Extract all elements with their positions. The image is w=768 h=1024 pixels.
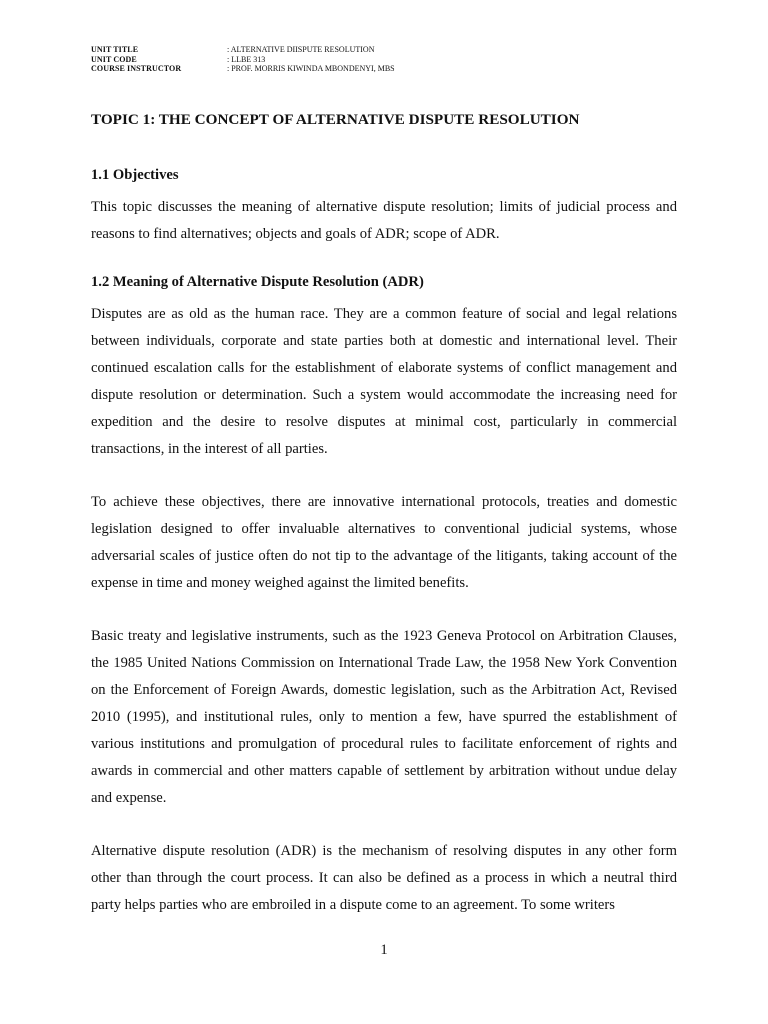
document-header [91,45,395,74]
header-row-course-instructor [91,64,395,74]
objectives-paragraph: This topic discusses the meaning of alternative dispute resolution; limits of judicial process and reasons to find alternatives; objects and goals of ADR; scope of ADR. [91,199,677,242]
meaning-paragraph: Disputes are as old as the human race. They are a common feature of social and legal relations between individuals, corporate and state parties both at domestic and international level. Their continued escalation calls for the establishment of elaborate systems of conflict management and dispute resolution or determination. Such a system would accommodate the increasing need for expedition and the desire to resolve disputes at minimal cost, particularly in commercial transactions, in the interest of all parties. [91,306,677,457]
header-value: : LLBE 313 [227,54,266,64]
topic-title: TOPIC 1: THE CONCEPT OF ALTERNATIVE DISPUTE RESOLUTION [91,111,580,128]
meaning-paragraph: To achieve these objectives, there are innovative international protocols, treaties and domestic legislation designed to offer invaluable alternatives to conventional judicial systems, whose adversarial scales of justice often do not tip to the advantage of the litigants, taking account of the expense in time and money weighed against the limited benefits. [91,494,677,591]
header-row-unit-code [91,55,395,65]
document-body [91,110,677,919]
header-value: : PROF. MORRIS KIWINDA MBONDENYI, MBS [227,64,395,73]
meaning-paragraph: Alternative dispute resolution (ADR) is the mechanism of resolving disputes in any other form other than through the court process. It can also be defined as a process in which a neutral third party helps parties who are embroiled in a dispute come to an agreement. To some writers [91,843,677,913]
header-row-unit-title [91,45,395,55]
header-label: UNIT CODE [91,54,137,64]
page-number: 1 [380,942,388,958]
header-label: COURSE INSTRUCTOR [91,64,182,73]
header-value: : ALTERNATIVE DIISPUTE RESOLUTION [227,45,375,54]
meaning-paragraph: Basic treaty and legislative instruments, such as the 1923 Geneva Protocol on Arbitration Clauses, the 1985 United Nations Commission on International Trade Law, the 1958 New York Convention on the Enforcement of Foreign Awards, domestic legislation, such as the Arbitration Act, Revised 2010 (1995), and institutional rules, only to mention a few, have spurred the establishment of various institutions and promulgation of procedural rules to facilitate enforcement of rights and awards in commercial and other matters capable of settlement by arbitration without undue delay and expense. [91,628,677,806]
objectives-heading: 1.1 Objectives [91,167,179,183]
header-label: UNIT TITLE [91,45,139,54]
meaning-heading: 1.2 Meaning of Alternative Dispute Resolution (ADR) [91,274,424,290]
